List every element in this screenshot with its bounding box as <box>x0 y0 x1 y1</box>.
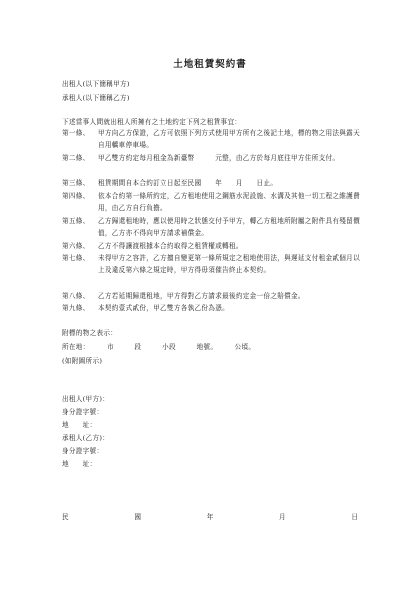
clause-number: 第五條、 <box>62 217 90 225</box>
lessor-signature-label: 出租人(甲方)： <box>62 395 110 403</box>
date-year: 年 <box>206 513 214 521</box>
clause-text: 乙方若延期歸還租地，甲方得對乙方請求最後約定金一倍之賠償金。 <box>98 292 305 300</box>
clause-number: 第八條、 <box>62 292 90 300</box>
clause-number: 第九條、 <box>62 304 90 312</box>
property-heading: 附標的物之表示： <box>62 329 118 337</box>
clause-8 <box>62 290 362 302</box>
contract-intro: 下述當事人間就出租人所擁有之土地約定下列之租賃事宜： <box>62 118 242 126</box>
clause-number: 第七條、 <box>62 254 90 262</box>
clause-number: 第三條、 <box>62 179 90 187</box>
property-note: (如附圖所示) <box>62 357 103 365</box>
lessee-address-label: 地 址： <box>62 460 97 468</box>
clause-number: 第二條、 <box>62 154 90 162</box>
clause-text: 未得甲方之容許，乙方擅自變更第一條所規定之租地使用法，與遲延支付租金貳個月以上及違反第六條之規定時，甲方得毋須催告終止本契約。 <box>98 254 360 275</box>
clause-text: 甲方向乙方保證，乙方可依照下列方式使用甲方所有之後記土地，標的物之用法與露天自用轎車停車場。 <box>98 129 360 150</box>
clause-number: 第一條、 <box>62 129 90 137</box>
clause-number: 第六條、 <box>62 242 90 250</box>
clause-text: 本契約壹式貳份，甲乙雙方各執乙份為憑。 <box>98 304 229 312</box>
signing-date-row <box>62 511 358 521</box>
lessor-id-label: 身分證字號： <box>62 408 104 416</box>
clause-text: 乙方歸還租地時，應以使用時之狀態交付予甲方，轉乙方租地所附屬之附件具有殘留價值，乙方亦不得向甲方請求補償金。 <box>98 217 360 238</box>
date-era: 民 <box>62 513 69 521</box>
date-day: 日 <box>351 513 358 521</box>
clause-number: 第四條、 <box>62 192 90 200</box>
date-month: 月 <box>279 513 286 521</box>
clause-1 <box>62 127 362 152</box>
lessor-address-label: 地 址： <box>62 421 97 429</box>
lessor-party-line: 出租人(以下簡稱甲方) <box>62 80 130 88</box>
clause-2 <box>62 152 362 164</box>
clause-3 <box>62 177 362 189</box>
clause-text: 甲乙雙方約定每月租金為新臺幣 元整，由乙方於每月底往甲方住所支付。 <box>98 154 340 162</box>
lessee-party-line: 承租人(以下簡稱乙方) <box>62 94 130 102</box>
date-country: 國 <box>134 513 141 521</box>
property-location: 所在地： 市 段 小段 地號。 公頃。 <box>62 343 256 351</box>
clause-9 <box>62 302 362 314</box>
lessee-signature-label: 承租人(乙方)： <box>62 434 110 442</box>
clause-4 <box>62 190 362 215</box>
clause-text: 乙方不得讓渡根據本合約取得之租賃權或轉租。 <box>98 242 243 250</box>
clause-text: 依本合約第一條所約定，乙方租地使用之鋼筋水泥設施、水溝及其他一切工程之維護費用，由乙方自行負擔。 <box>98 192 360 213</box>
clause-7 <box>62 252 362 277</box>
clause-6 <box>62 240 362 252</box>
document-title: 土地租賃契約書 <box>173 59 247 70</box>
clause-text: 租賃期間自本合約訂立日起至民國 年 月 日止。 <box>98 179 278 187</box>
lessee-id-label: 身分證字號： <box>62 447 104 455</box>
clause-5 <box>62 215 362 240</box>
